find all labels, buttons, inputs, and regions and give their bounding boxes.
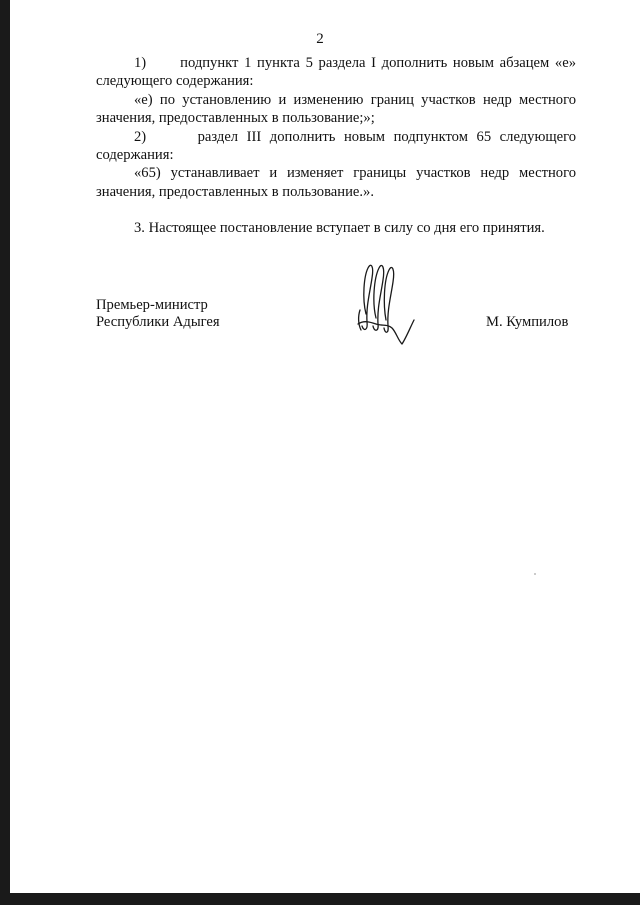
signer-title-block	[96, 297, 220, 331]
paragraph-item-2: 2) раздел III дополнить новым подпунктом 65 следующего содержания:	[96, 128, 576, 164]
paragraph-quote-65: «65) устанавливает и изменяет границы участков недр местного значения, предоставленных в пользование.».	[96, 165, 576, 200]
signer-title-line-1: Премьер-министр	[96, 297, 208, 313]
paragraph-effective-date: 3. Настоящее постановление вступает в силу со дня его принятия.	[134, 220, 545, 237]
scan-speck	[534, 573, 536, 575]
document-body	[96, 54, 576, 238]
paragraph-quote-e: «е) по установлению и изменению границ участков недр местного значения, предоставленных в пользование;»;	[96, 91, 576, 127]
paragraph-item-1: 1) подпункт 1 пункта 5 раздела I дополнить новым абзацем «е» следующего содержания:	[96, 55, 576, 90]
signer-name: М. Кумпилов	[486, 314, 569, 330]
page-number: 2	[316, 31, 324, 47]
signer-title-line-2: Республики Адыгея	[96, 314, 220, 330]
paragraph-spacer	[96, 201, 576, 219]
handwritten-signature	[352, 258, 418, 352]
